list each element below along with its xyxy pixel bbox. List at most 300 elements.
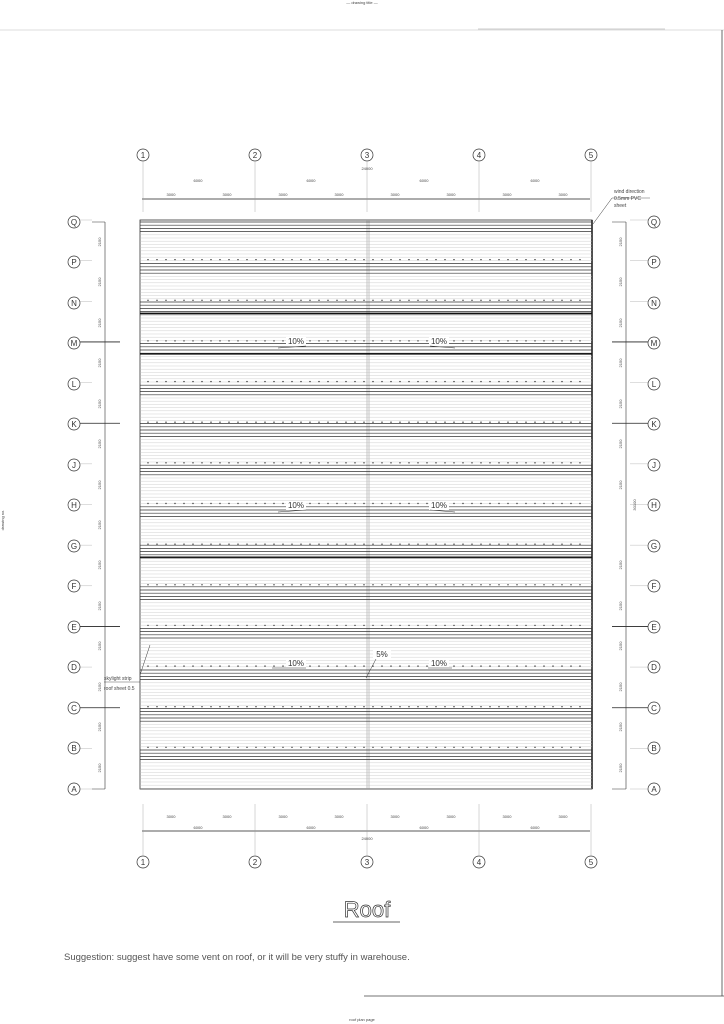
purlin-dot bbox=[579, 259, 580, 260]
purlin-dot bbox=[264, 340, 265, 341]
purlin-dot bbox=[183, 300, 184, 301]
purlin-dot bbox=[489, 706, 490, 707]
purlin-dot bbox=[435, 381, 436, 382]
purlin-dot bbox=[408, 625, 409, 626]
row-label-left-C: C bbox=[71, 704, 77, 713]
purlin-dot bbox=[561, 340, 562, 341]
row-bubble-left-K bbox=[68, 418, 80, 430]
purlin-dot bbox=[525, 462, 526, 463]
row-label-right-N: N bbox=[651, 299, 657, 308]
half-bay-top-6: 3000 bbox=[446, 192, 456, 197]
purlin-dot bbox=[525, 665, 526, 666]
purlin-dot bbox=[489, 503, 490, 504]
purlin-dot bbox=[309, 584, 310, 585]
purlin-dot bbox=[417, 381, 418, 382]
row-spacing-left-1: 2150 bbox=[97, 763, 102, 773]
purlin-dot bbox=[579, 340, 580, 341]
purlin-dot bbox=[507, 340, 508, 341]
row-bubble-right-C bbox=[648, 702, 660, 714]
purlin-dot bbox=[282, 381, 283, 382]
purlin-dot bbox=[399, 584, 400, 585]
purlin-dot bbox=[318, 706, 319, 707]
purlin-dot bbox=[219, 625, 220, 626]
row-bubble-right-N bbox=[648, 297, 660, 309]
purlin-dot bbox=[570, 462, 571, 463]
purlin-dot bbox=[291, 381, 292, 382]
purlin-dot bbox=[183, 422, 184, 423]
purlin-dot bbox=[390, 422, 391, 423]
purlin-dot bbox=[318, 543, 319, 544]
purlin-dot bbox=[390, 625, 391, 626]
purlin-dot bbox=[327, 584, 328, 585]
purlin-dot bbox=[174, 462, 175, 463]
purlin-dot bbox=[327, 747, 328, 748]
slope-label: 10% bbox=[287, 659, 305, 668]
purlin-dot bbox=[336, 300, 337, 301]
purlin-dot bbox=[507, 665, 508, 666]
purlin-dot bbox=[354, 381, 355, 382]
purlin-dot bbox=[444, 706, 445, 707]
purlin-dot bbox=[399, 665, 400, 666]
purlin-dot bbox=[372, 503, 373, 504]
purlin-dot bbox=[561, 259, 562, 260]
purlin-dot bbox=[201, 259, 202, 260]
purlin-dot bbox=[579, 503, 580, 504]
purlin-dot bbox=[453, 625, 454, 626]
row-bubble-left-C bbox=[68, 702, 80, 714]
purlin-dot bbox=[435, 706, 436, 707]
purlin-dot bbox=[156, 665, 157, 666]
purlin-dot bbox=[192, 747, 193, 748]
purlin-dot bbox=[534, 381, 535, 382]
purlin-dot bbox=[273, 381, 274, 382]
purlin-dot bbox=[255, 259, 256, 260]
purlin-dot bbox=[192, 584, 193, 585]
purlin-dot bbox=[534, 665, 535, 666]
purlin-dot bbox=[408, 665, 409, 666]
purlin-dot bbox=[282, 422, 283, 423]
purlin-dot bbox=[174, 665, 175, 666]
purlin-dot bbox=[579, 462, 580, 463]
row-label-right-P: P bbox=[651, 258, 657, 267]
purlin-dot bbox=[462, 340, 463, 341]
row-spacing-right-13: 2150 bbox=[618, 277, 623, 287]
row-spacing-left-14: 2150 bbox=[97, 237, 102, 247]
purlin-dot bbox=[255, 665, 256, 666]
purlin-dot bbox=[363, 462, 364, 463]
row-label-left-H: H bbox=[71, 501, 77, 510]
purlin-dot bbox=[516, 259, 517, 260]
callout-left-text-2: roof sheet 0.5 bbox=[104, 686, 135, 692]
purlin-dot bbox=[255, 503, 256, 504]
purlin-dot bbox=[381, 259, 382, 260]
purlin-dot bbox=[372, 584, 373, 585]
purlin-dot bbox=[147, 665, 148, 666]
purlin-dot bbox=[570, 665, 571, 666]
purlin-dot bbox=[201, 300, 202, 301]
row-bubble-right-M bbox=[648, 337, 660, 349]
purlin-dot bbox=[255, 706, 256, 707]
row-spacing-right-14: 2150 bbox=[618, 237, 623, 247]
purlin-dot bbox=[516, 625, 517, 626]
purlin-dot bbox=[561, 503, 562, 504]
purlin-dot bbox=[489, 747, 490, 748]
purlin-dot bbox=[147, 625, 148, 626]
purlin-dot bbox=[471, 747, 472, 748]
purlin-dot bbox=[480, 665, 481, 666]
row-spacing-left-2: 2150 bbox=[97, 722, 102, 732]
purlin-dot bbox=[165, 300, 166, 301]
purlin-dot bbox=[480, 706, 481, 707]
purlin-dot bbox=[408, 259, 409, 260]
purlin-dot bbox=[183, 503, 184, 504]
purlin-dot bbox=[516, 584, 517, 585]
purlin-dot bbox=[354, 340, 355, 341]
purlin-dot bbox=[264, 543, 265, 544]
purlin-dot bbox=[534, 543, 535, 544]
purlin-dot bbox=[399, 259, 400, 260]
purlin-dot bbox=[246, 422, 247, 423]
purlin-dot bbox=[480, 503, 481, 504]
purlin-dot bbox=[228, 503, 229, 504]
purlin-dot bbox=[534, 503, 535, 504]
purlin-dot bbox=[570, 706, 571, 707]
purlin-dot bbox=[579, 584, 580, 585]
row-spacing-right-1: 2150 bbox=[618, 763, 623, 773]
purlin-dot bbox=[228, 422, 229, 423]
purlin-dot bbox=[570, 340, 571, 341]
purlin-dot bbox=[300, 259, 301, 260]
purlin-dot bbox=[345, 747, 346, 748]
purlin-dot bbox=[246, 462, 247, 463]
purlin-dot bbox=[399, 625, 400, 626]
row-label-left-K: K bbox=[71, 420, 77, 429]
purlin-dot bbox=[552, 259, 553, 260]
purlin-dot bbox=[282, 625, 283, 626]
purlin-dot bbox=[381, 462, 382, 463]
purlin-dot bbox=[471, 625, 472, 626]
row-bubble-left-B bbox=[68, 742, 80, 754]
purlin-dot bbox=[525, 706, 526, 707]
purlin-dot bbox=[534, 462, 535, 463]
slope-upper-right bbox=[429, 337, 455, 348]
purlin-dot bbox=[318, 503, 319, 504]
purlin-dot bbox=[165, 381, 166, 382]
purlin-dot bbox=[444, 259, 445, 260]
purlin-dot bbox=[552, 381, 553, 382]
purlin-dot bbox=[192, 706, 193, 707]
purlin-dot bbox=[480, 300, 481, 301]
purlin-dot bbox=[219, 543, 220, 544]
purlin-dot bbox=[255, 462, 256, 463]
purlin-dot bbox=[579, 706, 580, 707]
purlin-dot bbox=[444, 584, 445, 585]
callout-left-text-1: skylight strip bbox=[104, 676, 132, 682]
purlin-dot bbox=[354, 300, 355, 301]
purlin-dot bbox=[426, 747, 427, 748]
purlin-dot bbox=[174, 625, 175, 626]
purlin-dot bbox=[354, 259, 355, 260]
purlin-dot bbox=[579, 625, 580, 626]
row-spacing-right-10: 2150 bbox=[618, 399, 623, 409]
purlin-dot bbox=[255, 584, 256, 585]
purlin-dot bbox=[273, 584, 274, 585]
purlin-dot bbox=[570, 543, 571, 544]
purlin-dot bbox=[363, 665, 364, 666]
purlin-dot bbox=[354, 665, 355, 666]
purlin-dot bbox=[363, 625, 364, 626]
purlin-dot bbox=[327, 706, 328, 707]
purlin-dot bbox=[525, 503, 526, 504]
purlin-dot bbox=[264, 422, 265, 423]
purlin-dot bbox=[534, 340, 535, 341]
purlin-dot bbox=[444, 300, 445, 301]
purlin-dot bbox=[570, 259, 571, 260]
purlin-dot bbox=[462, 503, 463, 504]
purlin-dot bbox=[228, 381, 229, 382]
purlin-dot bbox=[255, 625, 256, 626]
purlin-dot bbox=[381, 625, 382, 626]
purlin-dot bbox=[417, 259, 418, 260]
purlin-dot bbox=[300, 747, 301, 748]
purlin-dot bbox=[219, 259, 220, 260]
purlin-dot bbox=[273, 300, 274, 301]
purlin-dot bbox=[354, 543, 355, 544]
purlin-dot bbox=[300, 625, 301, 626]
purlin-dot bbox=[318, 625, 319, 626]
purlin-dot bbox=[183, 625, 184, 626]
purlin-dot bbox=[525, 584, 526, 585]
row-label-left-E: E bbox=[71, 623, 77, 632]
purlin-dot bbox=[165, 584, 166, 585]
purlin-dot bbox=[255, 747, 256, 748]
callout-top-right bbox=[593, 189, 650, 224]
purlin-dot bbox=[273, 462, 274, 463]
half-bay-bottom-7: 3000 bbox=[502, 814, 512, 819]
purlin-dot bbox=[462, 706, 463, 707]
purlin-dot bbox=[237, 747, 238, 748]
purlin-dot bbox=[354, 747, 355, 748]
purlin-dot bbox=[345, 665, 346, 666]
purlin-dot bbox=[417, 340, 418, 341]
purlin-dot bbox=[183, 340, 184, 341]
column-label-top-5: 5 bbox=[588, 151, 594, 160]
half-bay-bottom-4: 3000 bbox=[334, 814, 344, 819]
purlin-dot bbox=[507, 625, 508, 626]
purlin-dot bbox=[390, 747, 391, 748]
purlin-dot bbox=[561, 625, 562, 626]
purlin-dot bbox=[471, 706, 472, 707]
row-bubble-left-P bbox=[68, 256, 80, 268]
row-label-left-P: P bbox=[71, 258, 77, 267]
purlin-dot bbox=[345, 300, 346, 301]
purlin-dot bbox=[462, 259, 463, 260]
purlin-dot bbox=[552, 706, 553, 707]
purlin-dot bbox=[327, 259, 328, 260]
purlin-dot bbox=[264, 625, 265, 626]
slope-label: 10% bbox=[430, 659, 448, 668]
purlin-dot bbox=[435, 543, 436, 544]
row-spacing-right-3: 2150 bbox=[618, 682, 623, 692]
purlin-dot bbox=[489, 584, 490, 585]
purlin-dot bbox=[318, 259, 319, 260]
purlin-dot bbox=[534, 706, 535, 707]
purlin-dot bbox=[264, 259, 265, 260]
purlin-dot bbox=[201, 625, 202, 626]
roof-sheet-lines bbox=[140, 222, 592, 788]
bay-dimension-bottom-2: 6000 bbox=[306, 825, 316, 830]
purlin-dot bbox=[264, 706, 265, 707]
purlin-dot bbox=[570, 747, 571, 748]
row-bubble-left-N bbox=[68, 297, 80, 309]
slope-lower-right bbox=[428, 659, 452, 668]
purlin-dot bbox=[255, 422, 256, 423]
purlin-dot bbox=[219, 422, 220, 423]
purlin-dot bbox=[498, 259, 499, 260]
purlin-dot bbox=[480, 422, 481, 423]
purlin-dot bbox=[219, 584, 220, 585]
row-label-left-N: N bbox=[71, 299, 77, 308]
purlin-dot bbox=[507, 462, 508, 463]
purlin-dot bbox=[237, 503, 238, 504]
purlin-dot bbox=[210, 625, 211, 626]
purlin-dot bbox=[426, 503, 427, 504]
purlin-dot bbox=[435, 259, 436, 260]
purlin-dot bbox=[507, 381, 508, 382]
purlin-dot bbox=[336, 422, 337, 423]
purlin-dot bbox=[228, 543, 229, 544]
purlin-dot bbox=[282, 462, 283, 463]
purlin-dot bbox=[192, 665, 193, 666]
purlin-dot bbox=[165, 625, 166, 626]
purlin-dot bbox=[192, 462, 193, 463]
purlin-dot bbox=[165, 543, 166, 544]
purlin-dot bbox=[426, 300, 427, 301]
purlin-dot bbox=[210, 747, 211, 748]
column-extension-lines bbox=[80, 162, 648, 855]
purlin-dot bbox=[381, 381, 382, 382]
purlin-dot bbox=[192, 503, 193, 504]
purlin-dot bbox=[291, 462, 292, 463]
purlin-dot bbox=[552, 665, 553, 666]
purlin-dot bbox=[462, 462, 463, 463]
purlin-dot bbox=[408, 584, 409, 585]
purlin-dot bbox=[498, 543, 499, 544]
purlin-dot bbox=[408, 503, 409, 504]
purlin-dot bbox=[480, 543, 481, 544]
purlin-dot bbox=[345, 422, 346, 423]
bay-dimension-top-3: 6000 bbox=[419, 178, 429, 183]
purlin-dot bbox=[453, 543, 454, 544]
purlin-dot bbox=[156, 422, 157, 423]
column-bubble-bottom-3 bbox=[361, 856, 373, 868]
purlin-dot bbox=[471, 462, 472, 463]
purlin-dot bbox=[462, 665, 463, 666]
purlin-dot bbox=[282, 259, 283, 260]
purlin-dot bbox=[147, 706, 148, 707]
suggestion-note: Suggestion: suggest have some vent on roof, or it will be very stuffy in warehouse. bbox=[64, 952, 410, 963]
purlin-dot bbox=[273, 625, 274, 626]
purlin-dot bbox=[462, 300, 463, 301]
purlin-dot bbox=[552, 422, 553, 423]
overall-dimension-top: 24000 bbox=[361, 166, 373, 171]
half-bay-top-8: 3000 bbox=[558, 192, 568, 197]
purlin-dot bbox=[201, 706, 202, 707]
purlin-dot bbox=[480, 340, 481, 341]
purlin-dot bbox=[147, 584, 148, 585]
purlin-dot bbox=[507, 543, 508, 544]
purlin-dot bbox=[390, 706, 391, 707]
purlin-dot bbox=[381, 503, 382, 504]
purlin-dot bbox=[354, 584, 355, 585]
purlin-dot bbox=[354, 625, 355, 626]
purlin-dot bbox=[498, 503, 499, 504]
row-bubble-left-E bbox=[68, 621, 80, 633]
purlin-dot bbox=[453, 665, 454, 666]
purlin-dot bbox=[237, 665, 238, 666]
row-label-right-Q: Q bbox=[650, 218, 658, 227]
purlin-dot bbox=[237, 381, 238, 382]
purlin-dot bbox=[165, 747, 166, 748]
purlin-dot bbox=[435, 300, 436, 301]
half-bay-bottom-5: 3000 bbox=[390, 814, 400, 819]
purlin-dot bbox=[552, 747, 553, 748]
purlin-dot bbox=[201, 340, 202, 341]
purlin-dot bbox=[579, 300, 580, 301]
purlin-dot bbox=[489, 259, 490, 260]
purlin-dot bbox=[561, 300, 562, 301]
half-bay-bottom-1: 3000 bbox=[166, 814, 176, 819]
overall-dimension-side: 30100 bbox=[632, 499, 637, 511]
purlin-dot bbox=[282, 543, 283, 544]
purlin-dot bbox=[534, 584, 535, 585]
row-bubble-right-Q bbox=[648, 216, 660, 228]
purlin-dot bbox=[363, 300, 364, 301]
slope-label: 5% bbox=[376, 650, 388, 659]
purlin-dot bbox=[552, 503, 553, 504]
purlin-dot bbox=[543, 747, 544, 748]
purlin-dot bbox=[210, 584, 211, 585]
purlin-dot bbox=[237, 300, 238, 301]
purlin-dot bbox=[291, 543, 292, 544]
row-bubble-right-E bbox=[648, 621, 660, 633]
row-bubble-left-J bbox=[68, 459, 80, 471]
purlin-dot bbox=[147, 422, 148, 423]
purlin-dot bbox=[516, 543, 517, 544]
purlin-dot bbox=[444, 543, 445, 544]
purlin-dot bbox=[282, 300, 283, 301]
purlin-dot bbox=[336, 543, 337, 544]
purlin-dot bbox=[498, 381, 499, 382]
purlin-dot bbox=[228, 462, 229, 463]
purlin-dot bbox=[435, 625, 436, 626]
purlin-dot bbox=[327, 422, 328, 423]
row-spacing-right-6: 2150 bbox=[618, 560, 623, 570]
side-text: drawing no. bbox=[0, 509, 5, 531]
purlin-dot bbox=[372, 300, 373, 301]
purlin-dot bbox=[147, 259, 148, 260]
purlin-dot bbox=[219, 381, 220, 382]
purlin-dot bbox=[300, 706, 301, 707]
slope-label: 10% bbox=[287, 337, 305, 346]
purlin-dot bbox=[309, 462, 310, 463]
purlin-dot bbox=[165, 259, 166, 260]
row-bubble-right-B bbox=[648, 742, 660, 754]
purlin-dot bbox=[345, 340, 346, 341]
purlin-dot bbox=[237, 584, 238, 585]
purlin-dot bbox=[336, 381, 337, 382]
purlin-dot bbox=[363, 340, 364, 341]
